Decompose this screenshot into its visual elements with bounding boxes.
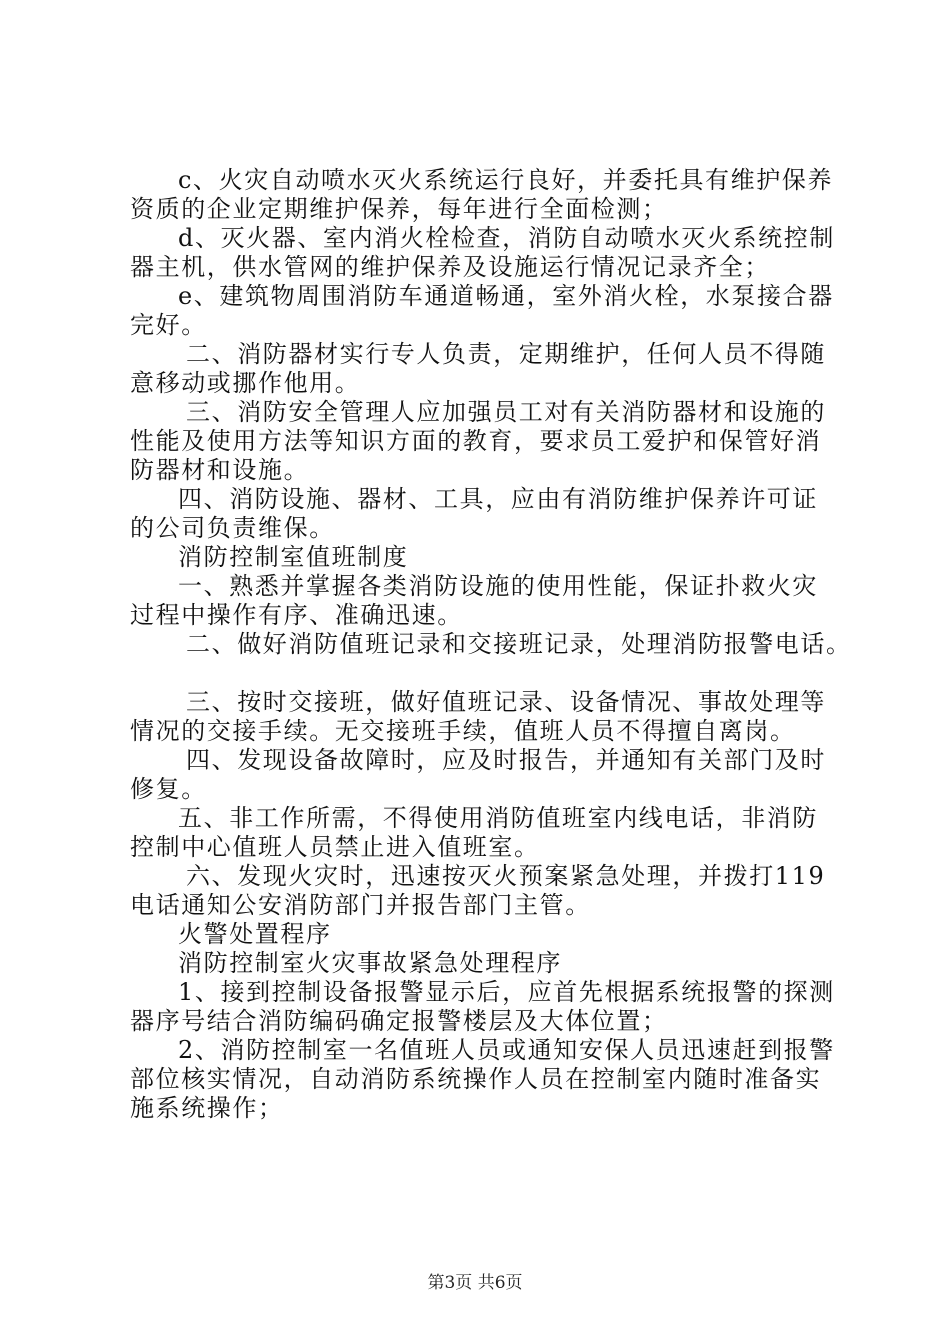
text-line: 器主机，供水管网的维护保养及设施运行情况记录齐全；: [130, 253, 770, 281]
text-line: 四、消防设施、器材、工具，应由有消防维护保养许可证: [178, 485, 818, 513]
text-line: 四、发现设备故障时，应及时报告，并通知有关部门及时: [186, 746, 826, 774]
text-line: 二、做好消防值班记录和交接班记录，处理消防报警电话。: [186, 630, 852, 658]
text-line: 三、按时交接班，做好值班记录、设备情况、事故处理等: [186, 688, 826, 716]
text-line: 过程中操作有序、准确迅速。: [130, 601, 463, 629]
section-heading: 消防控制室值班制度: [178, 543, 409, 571]
text-line: 意移动或挪作他用。: [130, 369, 361, 397]
text-line: 2、消防控制室一名值班人员或通知安保人员迅速赶到报警: [178, 1036, 835, 1064]
text-line: 完好。: [130, 311, 207, 339]
section-heading: 消防控制室火灾事故紧急处理程序: [178, 949, 562, 977]
text-line: 三、消防安全管理人应加强员工对有关消防器材和设施的: [186, 398, 826, 426]
text-line: 资质的企业定期维护保养，每年进行全面检测；: [130, 195, 668, 223]
text-line: 情况的交接手续。无交接班手续，值班人员不得擅自离岗。: [130, 717, 796, 745]
text-line: 二、消防器材实行专人负责，定期维护，任何人员不得随: [186, 340, 826, 368]
page-footer: 第3页 共6页: [427, 1273, 523, 1293]
text-line: 部位核实情况，自动消防系统操作人员在控制室内随时准备实: [130, 1065, 822, 1093]
text-line: 的公司负责维保。: [130, 514, 335, 542]
text-line: 一、熟悉并掌握各类消防设施的使用性能，保证扑救火灾: [178, 572, 818, 600]
text-line: 六、发现火灾时，迅速按灭火预案紧急处理，并拨打119: [186, 862, 826, 890]
text-line: d、灭火器、室内消火栓检查，消防自动喷水灭火系统控制: [178, 224, 835, 252]
text-line: 修复。: [130, 775, 207, 803]
section-heading: 火警处置程序: [178, 920, 332, 948]
text-line: 施系统操作；: [130, 1094, 284, 1122]
text-line: 五、非工作所需，不得使用消防值班室内线电话，非消防: [178, 804, 818, 832]
text-line: 防器材和设施。: [130, 456, 310, 484]
text-line: 控制中心值班人员禁止进入值班室。: [130, 833, 540, 861]
text-line: 1、接到控制设备报警显示后，应首先根据系统报警的探测: [178, 978, 835, 1006]
text-line: 性能及使用方法等知识方面的教育，要求员工爱护和保管好消: [130, 427, 822, 455]
text-line: c、火灾自动喷水灭火系统运行良好，并委托具有维护保养: [178, 166, 834, 194]
text-line: 电话通知公安消防部门并报告部门主管。: [130, 891, 591, 919]
blank-line: [130, 659, 840, 688]
text-line: 器序号结合消防编码确定报警楼层及大体位置；: [130, 1007, 668, 1035]
document-body: [130, 166, 852, 1123]
text-line: e、建筑物周围消防车通道畅通，室外消火栓，水泵接合器: [178, 282, 834, 310]
